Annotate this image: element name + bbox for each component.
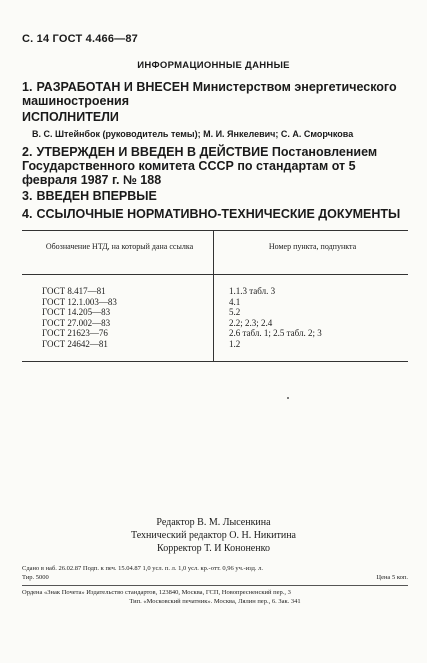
ispolniteli-list: В. С. Штейнбок (руководитель темы); М. И. Янкелевич; С. А. Сморчкова [32, 129, 354, 139]
section-3 [22, 189, 157, 203]
corrector-line: Корректор Т. И Кононенко [157, 543, 270, 554]
table-cell-items: 2.2; 2.3; 2.4 [229, 317, 273, 328]
table-cell-items: 1.1.3 табл. 3 [229, 286, 276, 296]
imprint-rule [22, 585, 408, 586]
tech-editor-line: Технический редактор О. Н. Никитина [131, 530, 296, 541]
ispolniteli-label: ИСПОЛНИТЕЛИ [22, 110, 119, 124]
table-cell-ntd: ГОСТ 12.1.003—83 [42, 296, 117, 307]
stray-mark [287, 397, 289, 399]
section-1 [22, 80, 410, 108]
imprint-print-details: Сдано в наб. 26.02.87 Подп. к печ. 15.04.87 1,0 усл. п. л. 1,0 усл. кр.-отт. 0,96 уч.-изд. л. [22, 565, 263, 572]
section-2-number: 2. [22, 145, 33, 159]
table-column-ntd [42, 286, 117, 349]
section-4-number: 4. [22, 207, 33, 221]
section-1-number: 1. [22, 80, 33, 94]
table-column-items [229, 286, 322, 349]
section-2-text: УТВЕРЖДЕН И ВВЕДЕН В ДЕЙСТВИЕ Постановлением Государственного комитета СССР по стандартам от 5 февраля 1987 г. № 188 [22, 145, 378, 187]
section-3-text: ВВЕДЕН ВПЕРВЫЕ [36, 189, 157, 203]
section-2 [22, 145, 410, 187]
reference-table [22, 230, 408, 362]
table-cell-items: 4.1 [229, 296, 241, 307]
table-header-items: Номер пункта, подпункта [268, 242, 357, 251]
table-cell-ntd: ГОСТ 14.205—83 [42, 307, 111, 317]
table-cell-ntd: ГОСТ 24642—81 [42, 338, 108, 349]
imprint-price: Цена 5 коп. [376, 573, 408, 581]
table-header-ntd: Обозначение НТД, на который дана ссылка [45, 242, 194, 251]
table-bottom-rule [22, 361, 408, 362]
imprint-block [22, 565, 408, 606]
table-column-divider [213, 230, 214, 362]
table-cell-ntd: ГОСТ 8.417—81 [42, 286, 106, 296]
imprint-printer: Тип. «Московский печатник». Москва, Лялин пер., 6. Зак. 341 [129, 597, 301, 605]
imprint-run-price [22, 574, 408, 583]
editor-line: Редактор В. М. Лысенкина [156, 517, 271, 528]
table-header-rule [22, 274, 408, 275]
table-cell-items: 2.6 табл. 1; 2.5 табл. 2; 3 [229, 328, 322, 338]
section-1-text: РАЗРАБОТАН И ВНЕСЕН Министерством энергетического машиностроения [22, 80, 397, 108]
section-4 [22, 207, 400, 221]
section-4-text: ССЫЛОЧНЫЕ НОРМАТИВНО-ТЕХНИЧЕСКИЕ ДОКУМЕНТЫ [36, 207, 401, 221]
section-3-number: 3. [22, 189, 33, 203]
table-cell-ntd: ГОСТ 21623—76 [42, 328, 108, 338]
table-cell-ntd: ГОСТ 27.002—83 [42, 317, 111, 328]
table-cell-items: 1.2 [229, 338, 241, 349]
editors-block [0, 516, 427, 555]
imprint-publisher: Ордена «Знак Почета» Издательство стандартов, 123840, Москва, ГСП, Новопресненский пер., 3 [22, 589, 291, 596]
page-header: С. 14 ГОСТ 4.466—87 [22, 33, 139, 45]
table-top-rule [22, 230, 408, 231]
document-title: ИНФОРМАЦИОННЫЕ ДАННЫЕ [137, 60, 290, 71]
imprint-run: Тир. 5000 [22, 573, 49, 581]
table-cell-items: 5.2 [229, 307, 241, 317]
